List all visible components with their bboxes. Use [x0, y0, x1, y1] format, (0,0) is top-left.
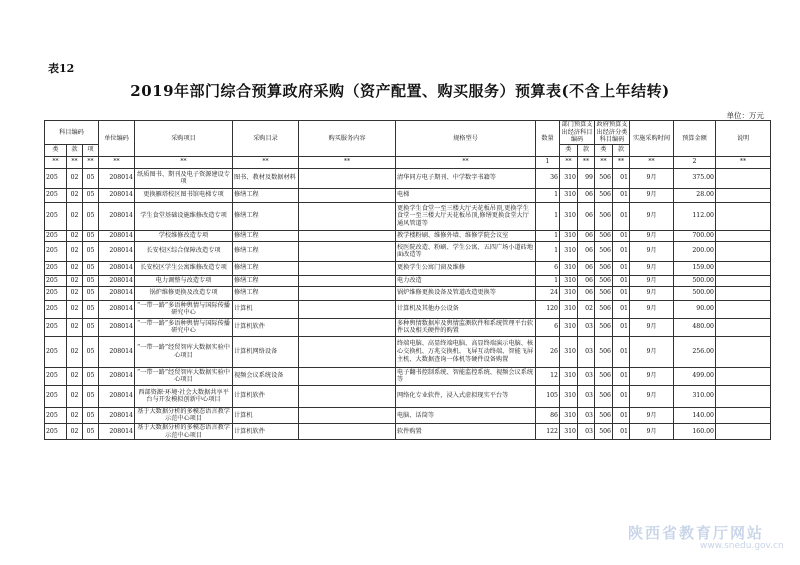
- row-qty: 122: [536, 423, 560, 439]
- row-xiang: 05: [83, 318, 99, 336]
- row-dept-subject-lei: 310: [560, 230, 578, 241]
- row-unit-code: 208014: [99, 241, 135, 261]
- row-lei: 205: [45, 261, 67, 275]
- row-unit-code: 208014: [99, 318, 135, 336]
- row-xiang: 05: [83, 202, 99, 230]
- star-cell: **: [716, 156, 771, 168]
- row-dept-subject-lei: 310: [560, 300, 578, 318]
- row-catalog: 计算机软件: [233, 423, 299, 439]
- star-cell: 2: [674, 156, 716, 168]
- row-catalog: 图书、教材及数据材料: [233, 168, 299, 188]
- row-item: 基于大数据分析的多模态语言教学示范中心项目: [135, 407, 233, 423]
- row-note: [716, 300, 771, 318]
- row-service: [299, 423, 396, 439]
- row-spec: 更换学生食堂一至三楼大厅天花板吊顶,更换学生食堂一至三楼大厅天花板吊顶,修缮更换食堂大厅通风管道等: [396, 202, 536, 230]
- table-row: [45, 385, 771, 407]
- header-time: 实施采购时间: [630, 121, 674, 157]
- row-service: [299, 230, 396, 241]
- row-dept-subject-kuan: 02: [578, 300, 595, 318]
- row-catalog: 修缮工程: [233, 188, 299, 202]
- row-dept-subject-kuan: 06: [578, 261, 595, 275]
- row-dept-subject-lei: 310: [560, 367, 578, 385]
- row-time: 9月: [630, 318, 674, 336]
- row-amount: 159.00: [674, 261, 716, 275]
- row-time: 9月: [630, 407, 674, 423]
- budget-table: [44, 120, 771, 440]
- row-gov-subject-lei: 506: [595, 275, 613, 286]
- row-kuan: 02: [67, 407, 83, 423]
- star-cell: **: [396, 156, 536, 168]
- table-row: [45, 367, 771, 385]
- row-item: 西部资源·环境·社会大数据共享平台与开发模拟创新中心项目: [135, 385, 233, 407]
- row-gov-subject-lei: 506: [595, 241, 613, 261]
- row-dept-subject-lei: 310: [560, 275, 578, 286]
- table-number: 表12: [48, 62, 75, 75]
- table-row: [45, 188, 771, 202]
- row-unit-code: 208014: [99, 168, 135, 188]
- row-dept-subject-lei: 310: [560, 168, 578, 188]
- row-service: [299, 168, 396, 188]
- row-note: [716, 261, 771, 275]
- row-dept-subject-lei: 310: [560, 188, 578, 202]
- row-amount: 700.00: [674, 230, 716, 241]
- row-item: 锅炉维修更换及改造专项: [135, 286, 233, 300]
- row-catalog: 计算机软件: [233, 385, 299, 407]
- row-note: [716, 168, 771, 188]
- row-lei: 205: [45, 202, 67, 230]
- row-spec: 电梯: [396, 188, 536, 202]
- row-amount: 28.00: [674, 188, 716, 202]
- row-gov-subject-kuan: 01: [613, 385, 630, 407]
- row-xiang: 05: [83, 286, 99, 300]
- row-amount: 310.00: [674, 385, 716, 407]
- row-xiang: 05: [83, 336, 99, 367]
- row-service: [299, 261, 396, 275]
- row-gov-subject-lei: 506: [595, 318, 613, 336]
- row-qty: 24: [536, 286, 560, 300]
- row-spec: 终端电脑、高显终端电脑、高显终端演示电脑、核心交换机、万兆交换机、飞屏互动终端、智能飞屏主机、大数据查询一体机等硬件设备购置: [396, 336, 536, 367]
- row-spec: 锅炉维修更换设备及管道改造更换等: [396, 286, 536, 300]
- row-kuan: 02: [67, 336, 83, 367]
- row-qty: 1: [536, 188, 560, 202]
- row-note: [716, 241, 771, 261]
- row-service: [299, 336, 396, 367]
- row-unit-code: 208014: [99, 286, 135, 300]
- row-lei: 205: [45, 318, 67, 336]
- row-note: [716, 318, 771, 336]
- row-dept-subject-kuan: 06: [578, 275, 595, 286]
- row-spec: 多种舆情数据库及舆情监测软件和系统管理平台软件以及相关硬件的购置: [396, 318, 536, 336]
- row-amount: 256.00: [674, 336, 716, 367]
- row-lei: 205: [45, 336, 67, 367]
- row-item: 长安校区综合保障改造专项: [135, 241, 233, 261]
- row-spec: 软件购置: [396, 423, 536, 439]
- row-xiang: 05: [83, 385, 99, 407]
- header-gov-subject: 政府预算支出经济分类科目编码: [595, 121, 630, 145]
- table-row: [45, 423, 771, 439]
- row-gov-subject-lei: 506: [595, 300, 613, 318]
- row-gov-subject-lei: 506: [595, 286, 613, 300]
- row-spec: 电脑、话筒等: [396, 407, 536, 423]
- row-time: 9月: [630, 336, 674, 367]
- header-lei: 类: [45, 144, 67, 156]
- row-catalog: 视频会议系统设备: [233, 367, 299, 385]
- row-gov-subject-lei: 506: [595, 261, 613, 275]
- table-row: [45, 286, 771, 300]
- row-time: 9月: [630, 241, 674, 261]
- row-dept-subject-lei: 310: [560, 336, 578, 367]
- row-gov-subject-kuan: 01: [613, 230, 630, 241]
- row-unit-code: 208014: [99, 336, 135, 367]
- row-dept-subject-kuan: 03: [578, 367, 595, 385]
- row-kuan: 02: [67, 275, 83, 286]
- row-qty: 86: [536, 407, 560, 423]
- row-time: 9月: [630, 202, 674, 230]
- row-gov-subject-lei: 506: [595, 407, 613, 423]
- row-dept-subject-lei: 310: [560, 407, 578, 423]
- row-catalog: 计算机: [233, 300, 299, 318]
- row-unit-code: 208014: [99, 407, 135, 423]
- row-dept-subject-lei: 310: [560, 202, 578, 230]
- row-kuan: 02: [67, 423, 83, 439]
- row-note: [716, 230, 771, 241]
- row-lei: 205: [45, 300, 67, 318]
- row-dept-subject-lei: 310: [560, 423, 578, 439]
- row-catalog: 计算机网络设备: [233, 336, 299, 367]
- header-kuan2: 款: [578, 144, 595, 156]
- row-note: [716, 202, 771, 230]
- row-gov-subject-lei: 506: [595, 230, 613, 241]
- header-unit-code: 单位编码: [99, 121, 135, 157]
- row-item: 更换雁塔校区图书馆电梯专项: [135, 188, 233, 202]
- row-dept-subject-kuan: 99: [578, 168, 595, 188]
- row-amount: 140.00: [674, 407, 716, 423]
- row-spec: 更换学生公寓门窗及维修: [396, 261, 536, 275]
- row-kuan: 02: [67, 202, 83, 230]
- row-xiang: 05: [83, 261, 99, 275]
- row-catalog: 修缮工程: [233, 286, 299, 300]
- row-service: [299, 407, 396, 423]
- row-dept-subject-kuan: 03: [578, 407, 595, 423]
- row-xiang: 05: [83, 241, 99, 261]
- row-note: [716, 407, 771, 423]
- row-amount: 112.00: [674, 202, 716, 230]
- row-dept-subject-lei: 310: [560, 241, 578, 261]
- row-spec: 校医院改造、粉刷、学生公寓、五四广场小道砖地面改造等: [396, 241, 536, 261]
- row-lei: 205: [45, 286, 67, 300]
- header-spec: 规格型号: [396, 121, 536, 157]
- row-service: [299, 367, 396, 385]
- row-catalog: 修缮工程: [233, 261, 299, 275]
- row-amount: 375.00: [674, 168, 716, 188]
- table-row: [45, 336, 771, 367]
- row-time: 9月: [630, 168, 674, 188]
- row-dept-subject-kuan: 03: [578, 318, 595, 336]
- row-time: 9月: [630, 275, 674, 286]
- row-service: [299, 188, 396, 202]
- table-row: [45, 168, 771, 188]
- row-item: 电力调整与改造专项: [135, 275, 233, 286]
- row-gov-subject-lei: 506: [595, 168, 613, 188]
- row-note: [716, 188, 771, 202]
- row-gov-subject-kuan: 01: [613, 336, 630, 367]
- header-service: 购买服务内容: [299, 121, 396, 157]
- row-gov-subject-lei: 506: [595, 385, 613, 407]
- header-amount: 预算金额: [674, 121, 716, 157]
- row-lei: 205: [45, 367, 67, 385]
- row-service: [299, 286, 396, 300]
- row-spec: 清华同方电子期刊、中学数字书籍等: [396, 168, 536, 188]
- star-cell: **: [613, 156, 630, 168]
- star-cell: 1: [536, 156, 560, 168]
- row-kuan: 02: [67, 261, 83, 275]
- row-qty: 1: [536, 202, 560, 230]
- row-amount: 200.00: [674, 241, 716, 261]
- table-row: [45, 261, 771, 275]
- row-spec: 教学楼粉刷、维修外墙、维修学院会议室: [396, 230, 536, 241]
- row-kuan: 02: [67, 300, 83, 318]
- row-lei: 205: [45, 423, 67, 439]
- row-unit-code: 208014: [99, 275, 135, 286]
- table-body: [45, 168, 771, 439]
- row-amount: 500.00: [674, 275, 716, 286]
- row-amount: 480.00: [674, 318, 716, 336]
- row-gov-subject-kuan: 01: [613, 168, 630, 188]
- row-catalog: 计算机软件: [233, 318, 299, 336]
- row-item: 长安校区学生公寓维修改造专项: [135, 261, 233, 275]
- row-qty: 1: [536, 241, 560, 261]
- row-kuan: 02: [67, 385, 83, 407]
- row-unit-code: 208014: [99, 188, 135, 202]
- row-gov-subject-kuan: 01: [613, 275, 630, 286]
- row-kuan: 02: [67, 230, 83, 241]
- row-dept-subject-kuan: 06: [578, 241, 595, 261]
- page-title: 2019年部门综合预算政府采购（资产配置、购买服务）预算表(不含上年结转): [130, 82, 670, 100]
- row-qty: 36: [536, 168, 560, 188]
- row-kuan: 02: [67, 318, 83, 336]
- table-row: [45, 230, 771, 241]
- row-service: [299, 241, 396, 261]
- row-qty: 6: [536, 318, 560, 336]
- star-cell: **: [45, 156, 67, 168]
- row-qty: 6: [536, 261, 560, 275]
- star-cell: **: [560, 156, 578, 168]
- row-item: 纸质图书、期刊及电子资源建设专项: [135, 168, 233, 188]
- header-dept-budget-subject: 部门预算支出经济科目编码: [560, 121, 595, 145]
- row-note: [716, 423, 771, 439]
- row-service: [299, 300, 396, 318]
- star-cell: **: [578, 156, 595, 168]
- row-xiang: 05: [83, 300, 99, 318]
- table-row: [45, 318, 771, 336]
- row-time: 9月: [630, 230, 674, 241]
- row-dept-subject-kuan: 06: [578, 202, 595, 230]
- row-kuan: 02: [67, 286, 83, 300]
- row-kuan: 02: [67, 241, 83, 261]
- star-cell: **: [135, 156, 233, 168]
- row-unit-code: 208014: [99, 423, 135, 439]
- header-lei3: 类: [595, 144, 613, 156]
- row-unit-code: 208014: [99, 261, 135, 275]
- header-subject-code: 科目编码: [45, 121, 99, 145]
- table-row: [45, 300, 771, 318]
- row-lei: 205: [45, 407, 67, 423]
- row-gov-subject-kuan: 01: [613, 241, 630, 261]
- row-gov-subject-kuan: 01: [613, 423, 630, 439]
- row-catalog: 修缮工程: [233, 230, 299, 241]
- star-cell: **: [83, 156, 99, 168]
- row-time: 9月: [630, 286, 674, 300]
- row-item: “一带一路”多语种舆情与国际传播研究中心: [135, 318, 233, 336]
- row-spec: 网络化专业软件，浸入式虚拟现实平台等: [396, 385, 536, 407]
- row-gov-subject-kuan: 01: [613, 300, 630, 318]
- header-kuan: 款: [67, 144, 83, 156]
- row-item: 学生食堂基础设施维修改造专项: [135, 202, 233, 230]
- row-unit-code: 208014: [99, 385, 135, 407]
- row-qty: 120: [536, 300, 560, 318]
- header-xiang: 项: [83, 144, 99, 156]
- row-spec: 电子翻书控制系统、智能监控系统、视频会议系统等: [396, 367, 536, 385]
- row-qty: 1: [536, 230, 560, 241]
- row-item: “一带一路”经贸智库大数据实验中心项目: [135, 367, 233, 385]
- row-catalog: 修缮工程: [233, 275, 299, 286]
- row-note: [716, 286, 771, 300]
- row-service: [299, 202, 396, 230]
- row-amount: 160.00: [674, 423, 716, 439]
- row-note: [716, 385, 771, 407]
- row-gov-subject-lei: 506: [595, 202, 613, 230]
- row-xiang: 05: [83, 230, 99, 241]
- row-catalog: 计算机: [233, 407, 299, 423]
- table-row: [45, 407, 771, 423]
- row-kuan: 02: [67, 188, 83, 202]
- row-dept-subject-lei: 310: [560, 261, 578, 275]
- header-qty: 数量: [536, 121, 560, 157]
- row-time: 9月: [630, 188, 674, 202]
- row-time: 9月: [630, 367, 674, 385]
- row-dept-subject-lei: 310: [560, 286, 578, 300]
- row-qty: 26: [536, 336, 560, 367]
- row-service: [299, 318, 396, 336]
- row-note: [716, 275, 771, 286]
- star-cell: **: [99, 156, 135, 168]
- row-spec: 电力改造: [396, 275, 536, 286]
- row-gov-subject-kuan: 01: [613, 367, 630, 385]
- row-gov-subject-lei: 506: [595, 367, 613, 385]
- row-qty: 105: [536, 385, 560, 407]
- row-spec: 计算机及其他办公设备: [396, 300, 536, 318]
- row-dept-subject-kuan: 03: [578, 336, 595, 367]
- row-note: [716, 336, 771, 367]
- row-note: [716, 367, 771, 385]
- row-gov-subject-kuan: 01: [613, 188, 630, 202]
- row-unit-code: 208014: [99, 367, 135, 385]
- row-gov-subject-kuan: 01: [613, 202, 630, 230]
- row-time: 9月: [630, 423, 674, 439]
- header-item: 采购项目: [135, 121, 233, 157]
- row-xiang: 05: [83, 367, 99, 385]
- header-note: 说明: [716, 121, 771, 157]
- row-lei: 205: [45, 241, 67, 261]
- row-catalog: 修缮工程: [233, 241, 299, 261]
- row-time: 9月: [630, 300, 674, 318]
- row-time: 9月: [630, 261, 674, 275]
- row-service: [299, 275, 396, 286]
- row-xiang: 05: [83, 188, 99, 202]
- row-lei: 205: [45, 275, 67, 286]
- row-dept-subject-kuan: 03: [578, 385, 595, 407]
- header-lei2: 类: [560, 144, 578, 156]
- table-row: [45, 241, 771, 261]
- row-gov-subject-kuan: 01: [613, 261, 630, 275]
- watermark-url: www.snedu.gov.cn: [700, 541, 784, 551]
- row-qty: 1: [536, 275, 560, 286]
- row-dept-subject-kuan: 06: [578, 230, 595, 241]
- row-unit-code: 208014: [99, 202, 135, 230]
- star-cell: **: [595, 156, 613, 168]
- row-catalog: 修缮工程: [233, 202, 299, 230]
- row-xiang: 05: [83, 423, 99, 439]
- row-gov-subject-kuan: 01: [613, 407, 630, 423]
- row-lei: 205: [45, 385, 67, 407]
- row-gov-subject-kuan: 01: [613, 286, 630, 300]
- row-xiang: 05: [83, 407, 99, 423]
- row-qty: 12: [536, 367, 560, 385]
- watermark-text: 陕西省教育厅网站: [628, 524, 765, 542]
- table-row: [45, 202, 771, 230]
- row-amount: 90.00: [674, 300, 716, 318]
- star-row: [45, 156, 771, 168]
- unit-label: 单位：万元: [726, 111, 764, 120]
- row-unit-code: 208014: [99, 230, 135, 241]
- row-dept-subject-kuan: 06: [578, 188, 595, 202]
- row-item: 基于大数据分析的多模态语言教学示范中心项目: [135, 423, 233, 439]
- header-catalog: 采购目录: [233, 121, 299, 157]
- row-time: 9月: [630, 385, 674, 407]
- row-service: [299, 385, 396, 407]
- row-item: “一带一路”经贸智库大数据实验中心项目: [135, 336, 233, 367]
- row-unit-code: 208014: [99, 300, 135, 318]
- row-item: 学校维修改造专项: [135, 230, 233, 241]
- row-lei: 205: [45, 188, 67, 202]
- row-item: “一带一路”多语种舆情与国际传播研究中心: [135, 300, 233, 318]
- star-cell: **: [630, 156, 674, 168]
- row-gov-subject-kuan: 01: [613, 318, 630, 336]
- row-dept-subject-lei: 310: [560, 385, 578, 407]
- row-dept-subject-kuan: 03: [578, 423, 595, 439]
- row-xiang: 05: [83, 275, 99, 286]
- row-amount: 499.00: [674, 367, 716, 385]
- row-dept-subject-lei: 310: [560, 318, 578, 336]
- row-gov-subject-lei: 506: [595, 336, 613, 367]
- star-cell: **: [67, 156, 83, 168]
- row-kuan: 02: [67, 367, 83, 385]
- row-kuan: 02: [67, 168, 83, 188]
- row-xiang: 05: [83, 168, 99, 188]
- table-row: [45, 275, 771, 286]
- row-amount: 500.00: [674, 286, 716, 300]
- star-cell: **: [299, 156, 396, 168]
- header-kuan3: 款: [613, 144, 630, 156]
- row-gov-subject-lei: 506: [595, 423, 613, 439]
- row-lei: 205: [45, 230, 67, 241]
- row-lei: 205: [45, 168, 67, 188]
- row-dept-subject-kuan: 06: [578, 286, 595, 300]
- row-gov-subject-lei: 506: [595, 188, 613, 202]
- star-cell: **: [233, 156, 299, 168]
